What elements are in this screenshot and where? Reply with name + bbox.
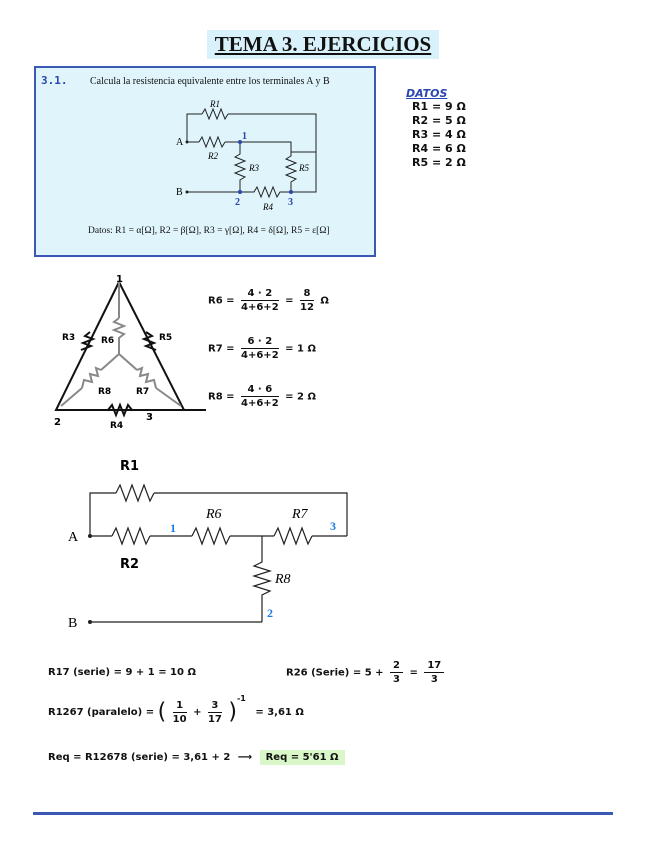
datos-row: R3 = 4 Ω (412, 128, 466, 141)
eq-r6 (208, 288, 329, 313)
eq-r8 (208, 384, 316, 409)
result-r26 (286, 660, 447, 685)
result-r1267-f1-num: 1 (173, 700, 187, 713)
node-b-label: B (176, 187, 183, 198)
c2-r6-label: R6 (206, 507, 222, 522)
node-2-label: 2 (235, 197, 240, 208)
tri-node-2-label: 2 (54, 417, 61, 428)
result-r1267-f2-num: 3 (208, 700, 222, 713)
c2-r2-label: R2 (120, 557, 140, 572)
c2-node-1-label: 1 (170, 521, 176, 535)
r3-label: R3 (249, 163, 259, 173)
r4-label: R4 (263, 202, 273, 212)
result-req-expr: Req = R12678 (serie) = 3,61 + 2 (48, 752, 231, 763)
problem-box (34, 66, 376, 257)
arrow-right-icon: ⟶ (237, 752, 253, 763)
page-title: TEMA 3. EJERCICIOS (207, 30, 439, 59)
datos-row: R1 = 9 Ω (412, 100, 466, 113)
c2-node-a-label: A (68, 530, 79, 545)
datos-title: DATOS (406, 87, 448, 100)
tri-r7-label: R7 (136, 387, 150, 397)
datos-row: R2 = 5 Ω (412, 114, 466, 127)
result-r26-num: 2 (390, 660, 403, 673)
datos-row: R5 = 2 Ω (412, 156, 466, 169)
eq-r8-num: 4 · 6 (241, 384, 279, 397)
result-r26-den: 3 (393, 674, 400, 685)
eq-r7-den: 4+6+2 (241, 350, 279, 361)
result-r1267-f1-den: 10 (172, 713, 187, 725)
eq-r6-num: 4 · 2 (241, 288, 279, 301)
eq-r7 (208, 336, 316, 361)
tri-r6-label: R6 (101, 336, 115, 346)
eq-r7-lhs: R7 = (208, 343, 235, 355)
eq-r6-den: 4+6+2 (241, 302, 279, 313)
tri-r3-label: R3 (62, 333, 76, 343)
result-r17: R17 (serie) = 9 + 1 = 10 Ω (48, 667, 196, 678)
result-r26-lhs: R26 (Serie) = 5 + (286, 667, 384, 679)
simplified-circuit (62, 452, 382, 642)
eq-r7-result: = 1 Ω (285, 343, 316, 355)
problem-datos-line: Datos: R1 = α[Ω], R2 = β[Ω], R3 = γ[Ω], R4 = δ[Ω], R5 = ε[Ω] (88, 226, 330, 236)
eq-r8-result: = 2 Ω (285, 391, 316, 403)
node-3-label: 3 (288, 197, 293, 208)
result-r1267-plus: + (193, 707, 202, 718)
delta-star-diagram (46, 270, 206, 430)
tri-node-1-label: 1 (116, 274, 123, 285)
eq-r6-unit: Ω (320, 295, 329, 307)
page-header (0, 30, 646, 59)
node-a-label: A (176, 137, 184, 148)
tri-node-3-label: 3 (146, 412, 153, 423)
result-r26-res-num: 17 (424, 660, 444, 673)
r2-label: R2 (208, 151, 218, 161)
result-r26-res-den: 3 (430, 674, 438, 685)
result-r26-eq: = (409, 667, 418, 679)
eq-r6-res-den: 12 (300, 302, 314, 313)
result-r1267: R1267 (paralelo) = ( $\frac{1}{10}$ + $\frac{3}{17}$ )$^{-1}$ = 3,61 Ω (48, 694, 304, 725)
c2-node-2-label: 2 (267, 606, 273, 620)
c2-node-3-label: 3 (330, 519, 336, 533)
c2-r1-label: R1 (120, 459, 140, 474)
eq-r8-den: 4+6+2 (241, 398, 279, 409)
footer-divider (33, 812, 613, 815)
eq-r7-num: 6 · 2 (241, 336, 279, 349)
c2-r8-label: R8 (275, 572, 291, 587)
tri-r4-label: R4 (110, 421, 124, 430)
eq-r6-res-num: 8 (300, 288, 314, 301)
r5-label: R5 (299, 163, 309, 173)
r1-label: R1 (210, 99, 220, 109)
node-1-label: 1 (242, 131, 247, 142)
problem-statement: Calcula la resistencia equivalente entre los terminales A y B (90, 76, 330, 87)
tri-r5-label: R5 (159, 333, 173, 343)
final-result: Req = 5'61 Ω (260, 750, 345, 765)
problem-number: 3.1. (41, 74, 68, 87)
eq-r6-eq: = (285, 295, 294, 307)
datos-list (406, 87, 466, 170)
eq-r8-lhs: R8 = (208, 391, 235, 403)
result-r1267-res: = 3,61 Ω (255, 707, 304, 718)
result-r1267-lhs: R1267 (paralelo) = (48, 707, 155, 718)
result-r1267-exp: -1 (236, 694, 246, 703)
tri-r8-label: R8 (98, 387, 112, 397)
result-req-line (48, 752, 345, 763)
c2-node-b-label: B (68, 616, 78, 631)
result-r1267-f2-den: 17 (207, 713, 222, 725)
datos-row: R4 = 6 Ω (412, 142, 466, 155)
c2-r7-label: R7 (292, 507, 308, 522)
eq-r6-lhs: R6 = (208, 295, 235, 307)
